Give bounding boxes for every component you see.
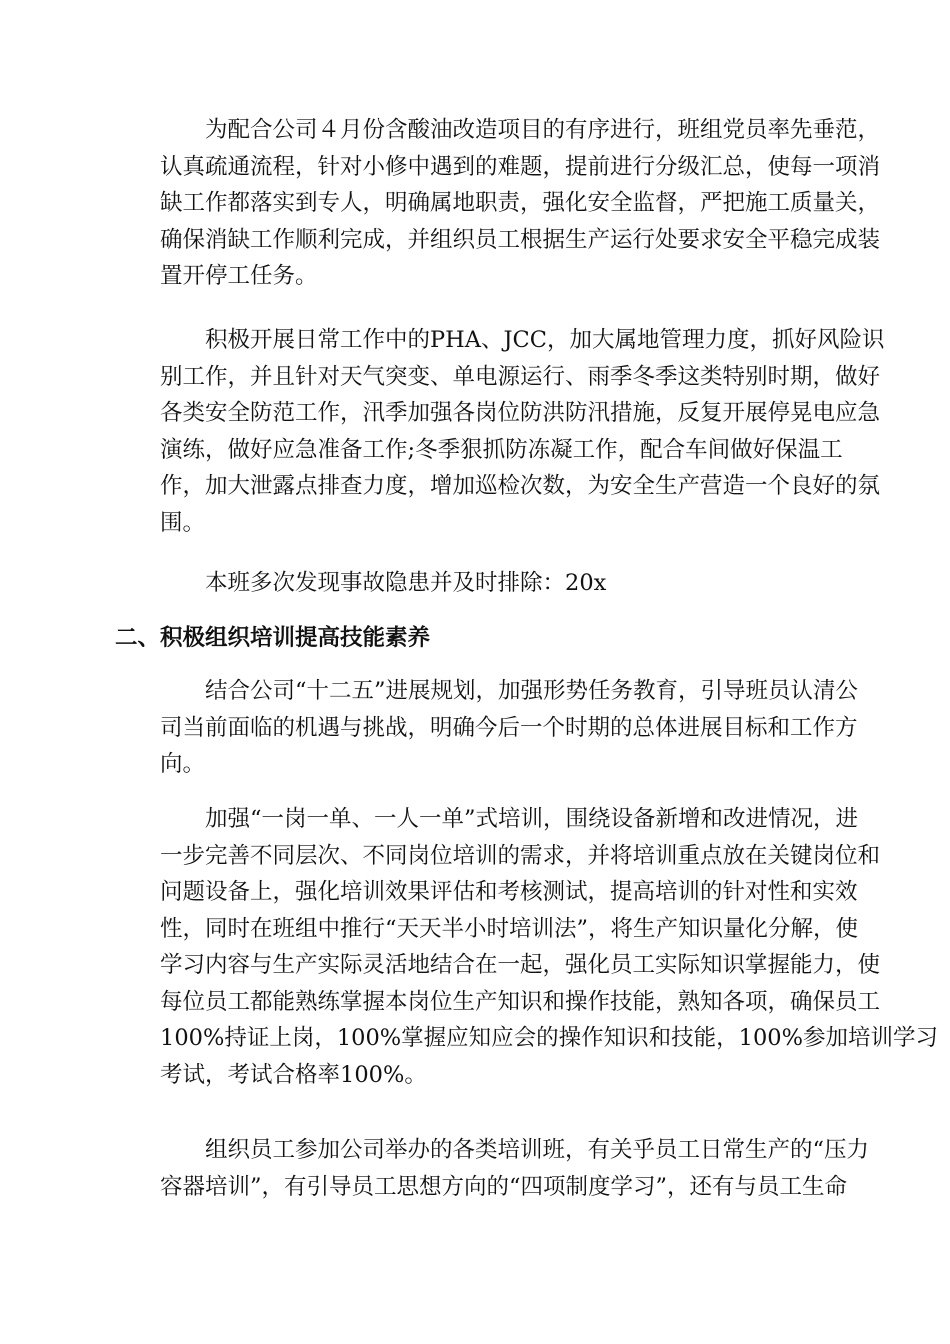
paragraph-line: 本班多次发现事故隐患并及时排除：20x bbox=[205, 570, 607, 596]
paragraph-2 bbox=[115, 322, 884, 541]
paragraph-line: 每位员工都能熟练掌握本岗位生产知识和操作技能，熟知各项，确保员工 bbox=[160, 988, 881, 1015]
paragraph-1 bbox=[115, 112, 880, 295]
paragraph-line: 学习内容与生产实际灵活地结合在一起，强化员工实际知识掌握能力，使 bbox=[160, 952, 881, 978]
paragraph-line: 作，加大泄露点排查力度，增加巡检次数，为安全生产营造一个良好的氛 bbox=[160, 473, 881, 499]
paragraph-line: 100%持证上岗，100%掌握应知应会的操作知识和技能，100%参加培训学习 bbox=[160, 1025, 938, 1051]
paragraph-line: 性，同时在班组中推行“天天半小时培训法”，将生产知识量化分解，使 bbox=[160, 915, 859, 942]
section-heading: 二、积极组织培训提高技能素养 bbox=[115, 625, 431, 651]
paragraph-line: 组织员工参加公司举办的各类培训班，有关乎员工日常生产的“压力 bbox=[205, 1137, 870, 1163]
paragraph-6 bbox=[115, 1132, 869, 1205]
paragraph-line: 置开停工任务。 bbox=[160, 263, 318, 289]
paragraph-line: 各类安全防范工作，汛季加强各岗位防洪防汛措施，反复开展停晃电应急 bbox=[160, 400, 881, 426]
paragraph-5 bbox=[115, 801, 938, 1093]
paragraph-line: 缺工作都落实到专人，明确属地职责，强化安全监督，严把施工质量关， bbox=[160, 190, 881, 216]
paragraph-3 bbox=[115, 565, 606, 602]
paragraph-line: 问题设备上，强化培训效果评估和考核测试，提高培训的针对性和实效 bbox=[160, 879, 858, 905]
paragraph-line: 容器培训”，有引导员工思想方向的“四项制度学习”，还有与员工生命 bbox=[160, 1173, 848, 1200]
paragraph-line: 演练，做好应急准备工作;冬季狠抓防冻凝工作，配合车间做好保温工 bbox=[160, 436, 843, 463]
paragraph-line: 向。 bbox=[160, 751, 206, 777]
paragraph-line: 司当前面临的机遇与挑战，明确今后一个时期的总体进展目标和工作方 bbox=[160, 714, 858, 741]
paragraph-line: 围。 bbox=[160, 509, 206, 536]
paragraph-line: 一步完善不同层次、不同岗位培训的需求，并将培训重点放在关键岗位和 bbox=[160, 842, 881, 869]
paragraph-line: 考试，考试合格率100%。 bbox=[160, 1061, 427, 1088]
paragraph-line: 为配合公司４月份含酸油改造项目的有序进行，班组党员率先垂范， bbox=[205, 117, 881, 143]
paragraph-line: 确保消缺工作顺利完成，并组织员工根据生产运行处要求安全平稳完成装 bbox=[160, 226, 881, 253]
paragraph-line: 别工作，并且针对天气突变、单电源运行、雨季冬季这类特别时期，做好 bbox=[160, 363, 881, 390]
paragraph-line: 认真疏通流程，针对小修中遇到的难题，提前进行分级汇总，使每一项消 bbox=[160, 153, 881, 180]
paragraph-line: 加强“一岗一单、一人一单”式培训，围绕设备新增和改进情况，进 bbox=[205, 806, 859, 832]
paragraph-line: 结合公司“十二五”进展规划，加强形势任务教育，引导班员认清公 bbox=[205, 678, 859, 704]
paragraph-4 bbox=[115, 673, 858, 783]
paragraph-line: 积极开展日常工作中的PHA、JCC，加大属地管理力度，抓好风险识 bbox=[205, 327, 885, 353]
